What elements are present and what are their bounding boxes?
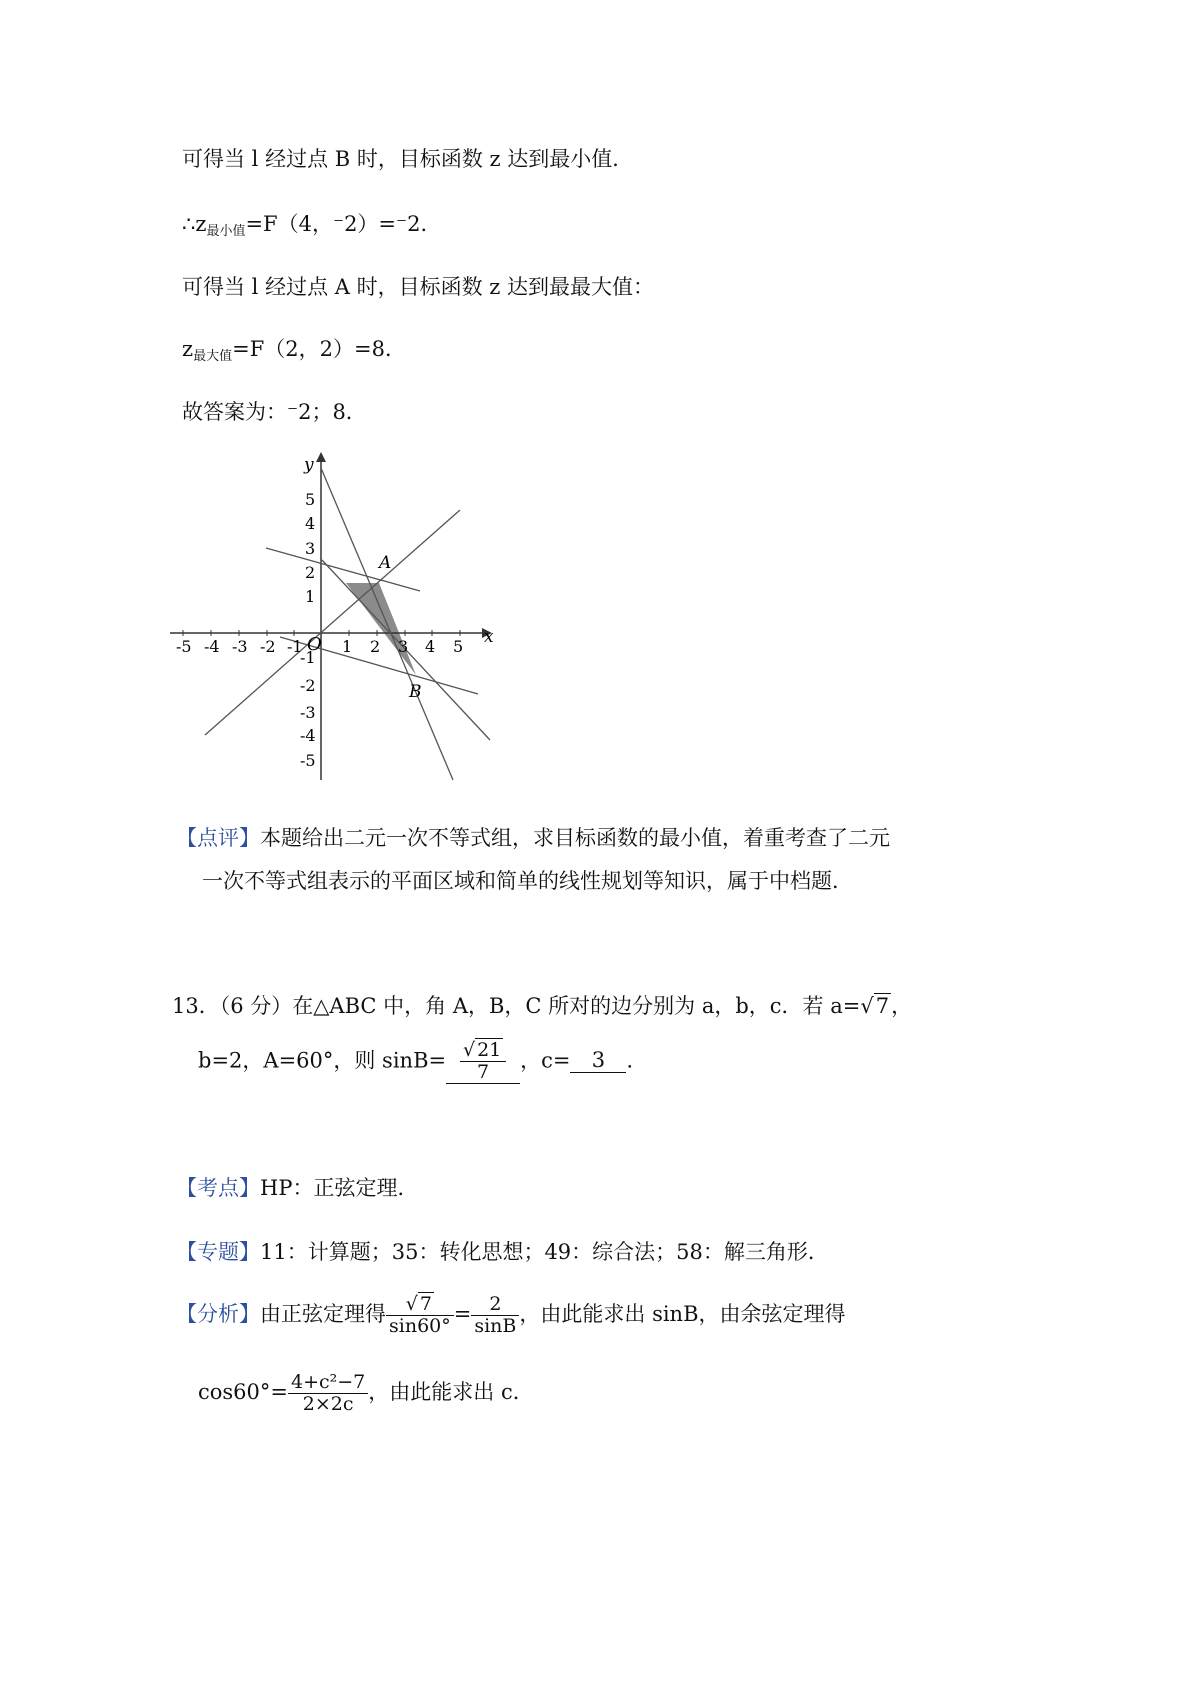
review-line-2: 一次不等式组表示的平面区域和简单的线性规划等知识，属于中档题． [202,869,853,893]
x-tick-label: -4 [204,637,220,656]
answer-line: 故答案为：⁻2；8． [182,400,367,424]
z-symbol: ∴z [182,212,207,236]
fraction-sqrt7-over-sin60: $\frac{√ 7}{\sin 60^\circ}$ [386,1294,454,1337]
line-upper [266,548,420,591]
fraction-3-numerator: 4+c²−7 [288,1372,368,1394]
x-tick-label: -2 [260,637,276,656]
feasible-region-graph [170,450,550,795]
fenxi-text-2: ，由此能求出 sinB，由余弦定理得 [519,1301,846,1326]
kaodian-tag: 【考点】 [176,1176,260,1200]
fraction-1-radicand: 7 [419,1293,432,1315]
zhuanti-text: 11：计算题；35：转化思想；49：综合法；58：解三角形． [260,1240,829,1264]
solution-line-4 [182,333,406,364]
point-a-label: A [379,553,392,573]
fraction-cosine-law [288,1372,368,1415]
y-axis-arrow-icon [316,452,326,462]
min-value-expression: =F（4，⁻2）=⁻2． [245,212,442,236]
point-b-label: B [409,682,422,702]
x-tick-label: 5 [453,637,464,656]
equals-sign: = [453,1301,472,1326]
y-tick-label: -5 [300,751,316,770]
y-tick-labels [300,490,316,770]
question-13-line-2 [198,1040,647,1084]
fraction-3-denominator: 2×2c [302,1392,354,1415]
fenxi-line-1 [176,1294,846,1337]
x-tick-label: 1 [342,637,353,656]
fenxi-text-3: ，由此能求出 c． [368,1379,534,1404]
zhuanti-tag: 【专题】 [176,1240,260,1264]
answer-sinb-denominator: 7 [477,1060,490,1083]
fraction-2-over-sinb [471,1294,519,1337]
fraction-2-denominator: sinB [474,1314,517,1337]
sqrt-7-radicand: 7 [875,994,890,1018]
x-axis-label: x [484,627,494,647]
fraction-2-numerator: 2 [471,1294,519,1316]
y-tick-label: 1 [305,587,316,606]
question-13-line-1 [172,990,912,1020]
x-tick-label: -1 [287,637,303,656]
question-13-comma: ， [891,994,913,1018]
solution-line-2 [182,208,441,239]
y-tick-label: 2 [305,563,316,582]
zhuanti-line [176,1236,829,1266]
x-tick-label: -3 [232,637,248,656]
answer-c-blank: 3 [570,1048,626,1073]
y-tick-label: 4 [305,514,316,533]
solution-line-1: 可得当 l 经过点 B 时，目标函数 z 达到最小值． [182,147,634,171]
question-13-given: b=2，A=60°，则 sinB= [198,1048,447,1073]
fenxi-text-1: 由正弦定理得 [260,1301,386,1326]
y-tick-label: 3 [305,539,316,558]
x-tick-label: 3 [398,637,409,656]
solution-line-3: 可得当 l 经过点 A 时，目标函数 z 达到最最大值： [182,275,654,299]
question-13-end: ． [626,1048,648,1073]
fenxi-tag: 【分析】 [176,1301,260,1326]
y-tick-label: -3 [300,703,316,722]
question-13-c-label: ，c= [520,1048,571,1073]
origin-label: O [307,634,322,655]
answer-sinb-radicand: 21 [477,1039,502,1061]
subscript-max: 最大值 [193,349,233,364]
question-13-intro: 13．（6 分）在△ABC 中，角 A，B，C 所对的边分别为 a，b，c．若 a= [172,994,861,1018]
y-axis-label: y [304,455,314,475]
kaodian-line [176,1172,418,1202]
line-diagonal [205,510,460,735]
sqrt-7: √7 [860,994,890,1018]
line-steep [321,468,453,780]
y-tick-label: -4 [300,726,316,745]
x-tick-label: 2 [370,637,381,656]
kaodian-text: HP：正弦定理． [260,1176,419,1200]
subscript-min: 最小值 [206,224,246,239]
max-value-expression: =F（2，2）=8． [232,337,406,361]
y-tick-label: -1 [300,648,316,667]
review-tag: 【点评】 [176,826,260,850]
y-tick-label: 5 [305,490,316,509]
fenxi-line-2 [198,1372,534,1415]
cos-expression: cos60°= [198,1379,288,1404]
x-tick-label: 4 [425,637,436,656]
answer-sinb-fraction: $\frac{√ 21}{7}$ [460,1040,506,1083]
review-line-1 [176,822,890,852]
x-tick-label: -5 [176,637,192,656]
z-symbol-max: z [182,337,194,361]
fraction-1-denominator: sin60° [389,1314,451,1337]
answer-sinb-blank [446,1040,520,1084]
y-tick-label: -2 [300,676,316,695]
review-text-1: 本题给出二元一次不等式组，求目标函数的最小值，着重考查了二元 [260,826,890,850]
